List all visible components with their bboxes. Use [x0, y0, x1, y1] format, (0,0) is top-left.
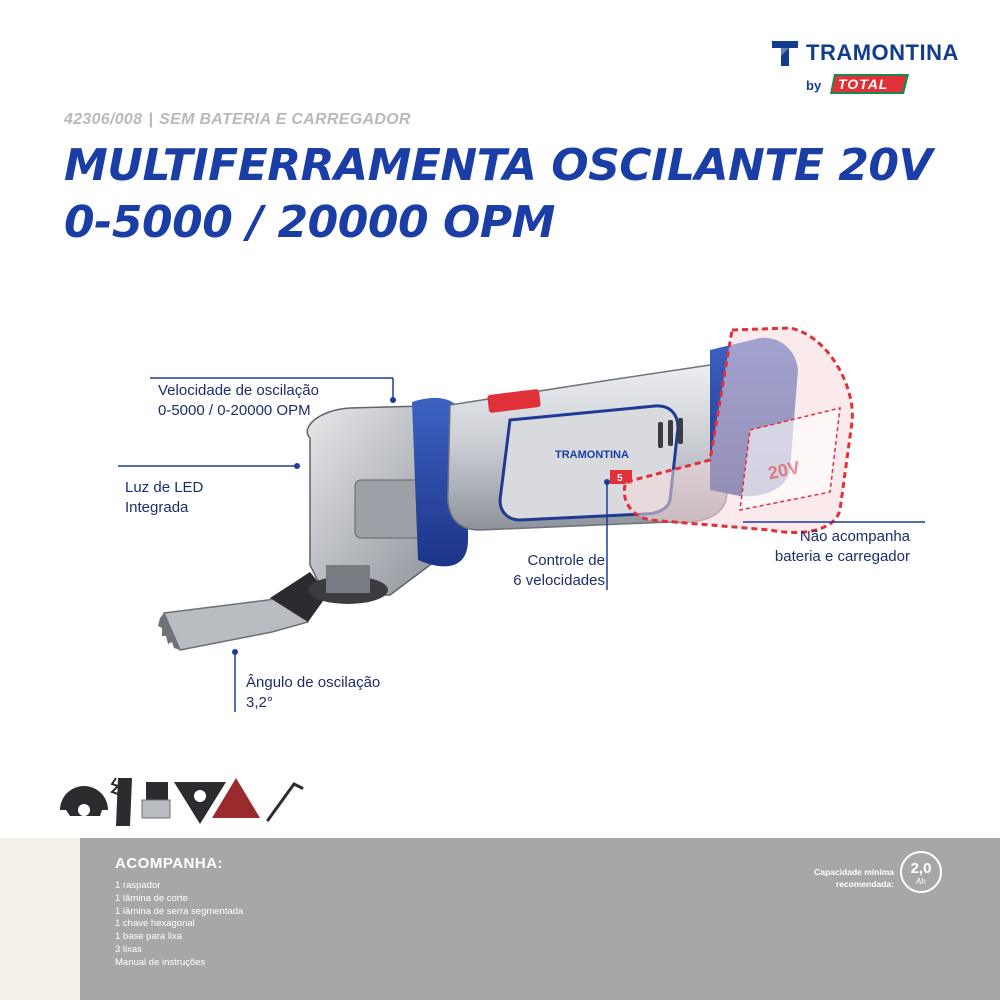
total-logo-text: TOTAL — [838, 76, 889, 92]
accessory-item: 1 lâmina de serra segmentada — [115, 905, 244, 917]
total-logo — [830, 73, 910, 95]
scraper-icon — [142, 782, 170, 818]
callout-oscillation-angle — [246, 673, 380, 714]
callout-angle-line2: 3,2° — [246, 694, 273, 712]
oscillating-multitool-image — [150, 310, 870, 680]
capacity-label — [808, 866, 894, 890]
accessory-item: 1 base para lixa — [115, 931, 183, 943]
capacity-unit: Ah — [916, 877, 926, 886]
callout-speed-line2: 0-5000 / 0-20000 OPM — [158, 402, 311, 420]
callout-angle-line1: Ângulo de oscilação — [246, 674, 381, 691]
bottom-left-block — [0, 838, 80, 1000]
capacity-badge — [900, 851, 942, 893]
accessories-list — [115, 880, 243, 970]
callout-oscillation-speed — [158, 381, 319, 422]
tramontina-t-mark-icon — [770, 38, 800, 68]
callout-control-line1: Controle de — [527, 552, 605, 569]
accessory-item: 3 lixas — [115, 943, 142, 955]
speed-dial-digit: 5 — [617, 473, 623, 484]
callout-led-light — [125, 478, 203, 519]
callout-battery-not-included — [750, 527, 910, 568]
product-title-line1: MULTIFERRAMENTA OSCILANTE 20V — [64, 140, 933, 191]
accessory-item: Manual de instruções — [115, 956, 206, 968]
accessories-title: ACOMPANHA: — [115, 855, 224, 872]
tool-body-brand: TRAMONTINA — [555, 449, 629, 461]
code-separator: | — [148, 111, 154, 128]
product-code: 42306/008 — [64, 111, 143, 128]
saw-blade — [158, 572, 328, 650]
callout-led-line2: Integrada — [125, 499, 189, 517]
hex-key-icon — [268, 784, 302, 820]
capacity-value: 2,0 — [910, 860, 932, 877]
accessory-item: 1 lâmina de corte — [115, 892, 188, 904]
tramontina-logo — [770, 34, 960, 104]
product-note: SEM BATERIA E CARREGADOR — [159, 111, 411, 128]
callout-control-line2: 6 velocidades — [513, 572, 605, 590]
product-code-line — [64, 111, 411, 129]
capacity-label-line1: Capacidade mínima — [814, 867, 894, 877]
brand-by-text: by — [806, 78, 822, 93]
callout-led-line1: Luz de LED — [125, 479, 204, 496]
callout-speed-control — [508, 551, 605, 592]
brand-name: TRAMONTINA — [806, 40, 959, 65]
accessory-item: 1 chave hexagonal — [115, 918, 195, 930]
segment-saw-blade-icon — [60, 786, 108, 816]
cutting-blade-icon — [112, 778, 132, 826]
product-title-line2: 0-5000 / 20000 OPM — [64, 197, 555, 248]
accessory-item: 1 raspador — [115, 880, 161, 891]
callout-battery-line2: bateria e carregador — [774, 548, 910, 566]
callout-battery-line1: Não acompanha — [799, 528, 910, 545]
accessories-thumbnails — [56, 770, 306, 830]
callout-speed-line1: Velocidade de oscilação — [158, 382, 319, 399]
capacity-label-line2: recomendada: — [835, 879, 894, 889]
battery-voltage-label: 20V — [766, 457, 802, 484]
